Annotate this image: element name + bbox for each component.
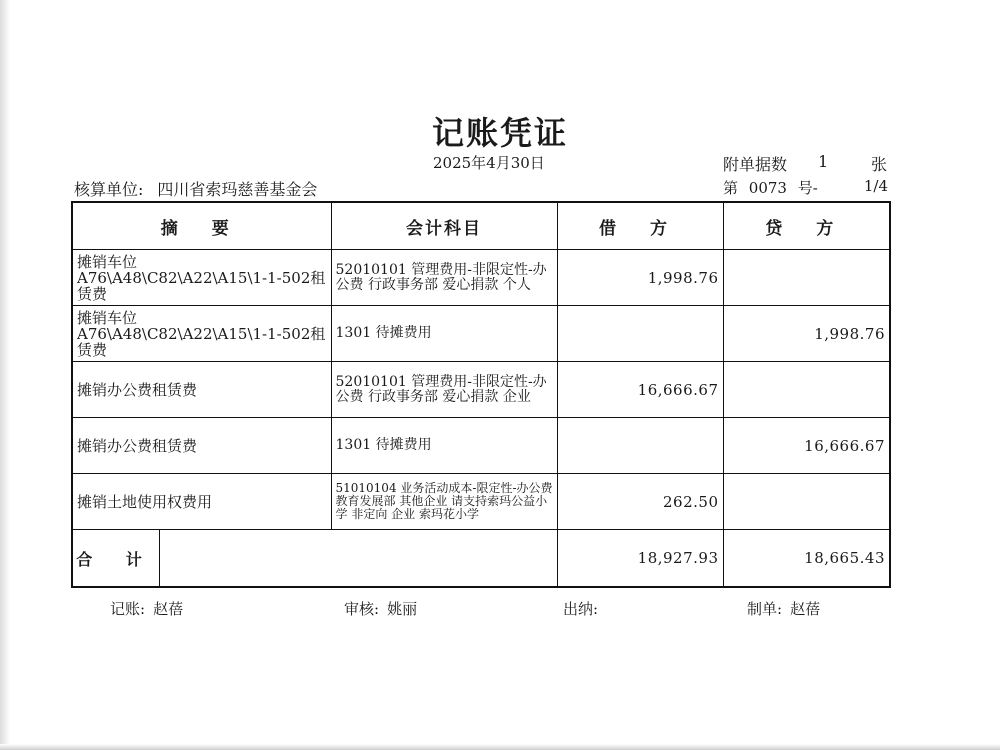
row-credit (723, 474, 890, 530)
bookkeeper-label: 记账: (110, 600, 146, 618)
scan-bottom-shadow (0, 744, 1000, 750)
header-credit: 贷 方 (723, 202, 890, 250)
bookkeeper-name: 赵蓓 (153, 600, 184, 618)
total-debit: 18,927.93 (557, 530, 723, 588)
row-summary: 摊销车位A76\A48\C82\A22\A15\1-1-502租赁费 (72, 306, 331, 362)
voucher-page: 1/4 (863, 177, 888, 195)
voucher-number-value: 0073 (748, 179, 787, 197)
voucher-title: 记账凭证 (431, 114, 568, 152)
row-account: 51010104 业务活动成本-限定性-办公费 教育发展部 其他企业 请支持索玛公益小学 非定向 企业 索玛花小学 (331, 474, 557, 530)
reviewer-name: 姚丽 (387, 600, 418, 618)
table-header-row (72, 202, 890, 250)
row-account: 52010101 管理费用-非限定性-办公费 行政事务部 爱心捐款 个人 (331, 250, 557, 306)
table-row (72, 306, 890, 362)
footer-bookkeeper (110, 598, 183, 619)
row-summary: 摊销车位A76\A48\C82\A22\A15\1-1-502租赁费 (72, 250, 331, 306)
attachment-label: 附单据数 (723, 155, 788, 174)
header-account: 会计科目 (331, 202, 557, 250)
attachment-count (723, 152, 888, 175)
total-label-cell (72, 530, 557, 588)
row-credit: 1,998.76 (723, 306, 890, 362)
table-row (72, 474, 890, 530)
row-account: 1301 待摊费用 (331, 418, 557, 474)
footer-preparer (747, 598, 820, 619)
table-row (72, 362, 890, 418)
total-credit: 18,665.43 (723, 530, 890, 588)
row-debit: 262.50 (557, 474, 723, 530)
table-row (72, 418, 890, 474)
accounting-unit (74, 177, 317, 200)
row-debit: 16,666.67 (557, 362, 723, 418)
table-row (72, 250, 890, 306)
footer-reviewer (344, 598, 417, 619)
row-summary: 摊销办公费租赁费 (72, 362, 331, 418)
voucher-number (723, 177, 888, 198)
accounting-unit-value: 四川省索玛慈善基金会 (157, 180, 318, 199)
attachment-unit: 张 (871, 155, 888, 174)
row-debit: 1,998.76 (557, 250, 723, 306)
total-blank (160, 530, 557, 586)
footer-cashier (563, 598, 606, 619)
row-account: 52010101 管理费用-非限定性-办公费 行政事务部 爱心捐款 企业 (331, 362, 557, 418)
accounting-unit-label: 核算单位: (74, 180, 144, 199)
row-account: 1301 待摊费用 (331, 306, 557, 362)
preparer-name: 赵蓓 (790, 600, 821, 618)
reviewer-label: 审核: (344, 600, 380, 618)
attachment-number: 1 (818, 152, 829, 171)
row-debit (557, 418, 723, 474)
row-credit: 16,666.67 (723, 418, 890, 474)
header-debit: 借 方 (557, 202, 723, 250)
row-summary: 摊销土地使用权费用 (72, 474, 331, 530)
voucher-date: 2025年4月30日 (433, 154, 545, 172)
preparer-label: 制单: (747, 600, 783, 618)
header-summary: 摘 要 (72, 202, 331, 250)
row-credit (723, 250, 890, 306)
voucher-number-prefix: 第 (723, 179, 739, 197)
total-row (72, 530, 890, 588)
row-debit (557, 306, 723, 362)
total-label: 合 计 (73, 530, 160, 586)
cashier-label: 出纳: (563, 600, 599, 618)
voucher-number-suffix: 号- (797, 179, 818, 197)
voucher-table (71, 201, 891, 588)
row-summary: 摊销办公费租赁费 (72, 418, 331, 474)
row-credit (723, 362, 890, 418)
